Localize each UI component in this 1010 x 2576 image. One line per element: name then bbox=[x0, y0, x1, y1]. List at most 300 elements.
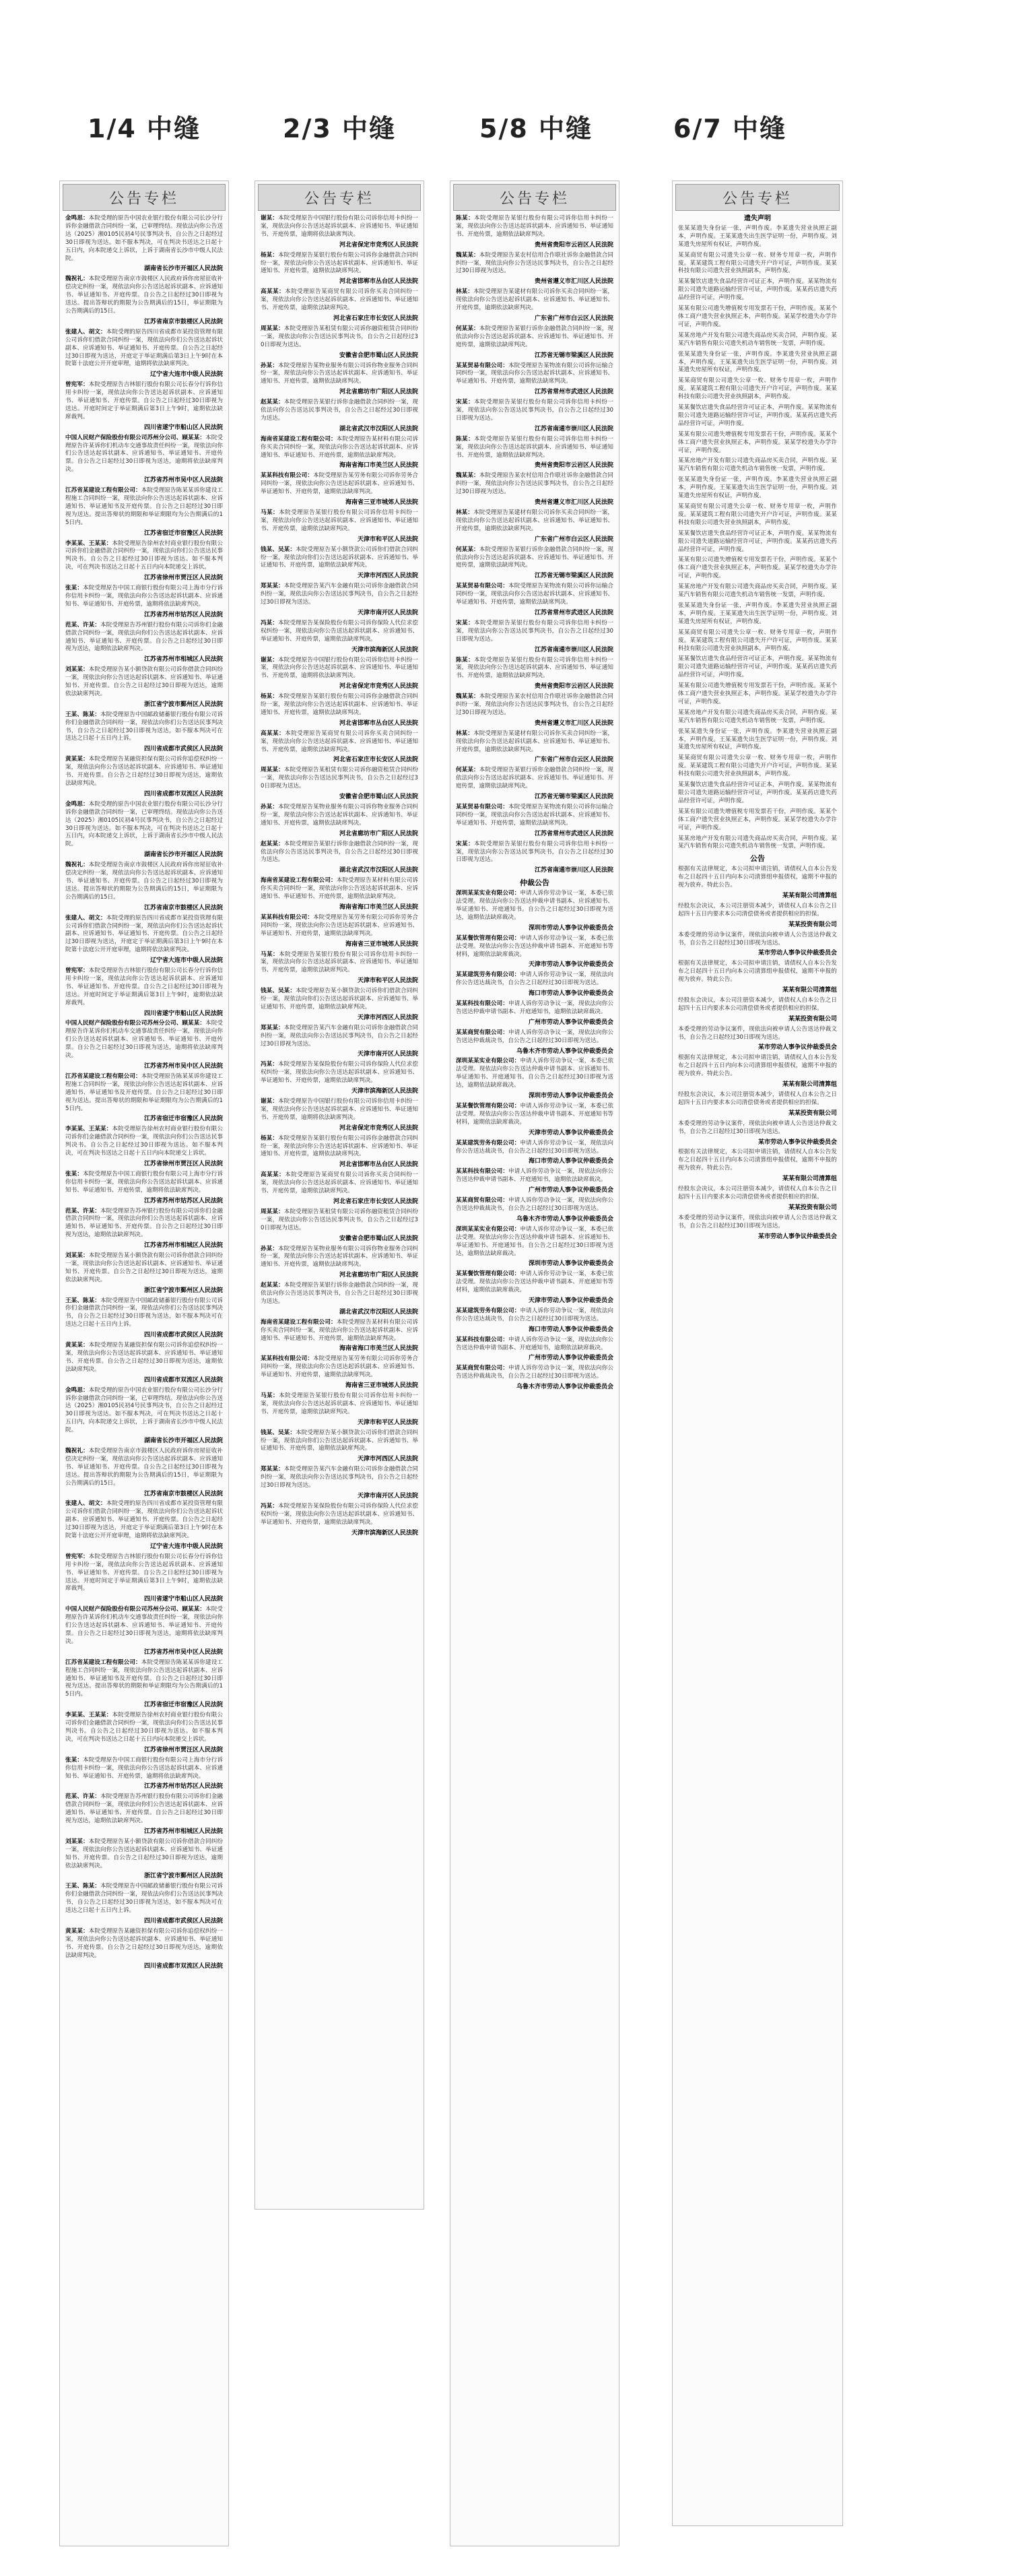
notice-text: 经股东会决议，本公司注册资本减少，请债权人自本公告之日起四十五日内要求本公司清偿债务或者提供相应的担保。 bbox=[678, 902, 837, 917]
notice-party: 何某某： bbox=[456, 546, 479, 553]
notice-text: 本院受理原告某小额贷款有限公司诉你借款合同纠纷一案，现依法向你公告送达起诉状副本、应诉通知书、举证通知书、开庭传票。自公告之日起经过30日即视为送达，逾期依法缺席判决。 bbox=[65, 1838, 223, 1869]
notice-party: 中国人民财产保险股份有限公司苏州分公司、顾某某： bbox=[65, 1020, 206, 1027]
notice-text: 本院受理原告某物业服务有限公司诉你物业服务合同纠纷一案，现依法向你公告送达起诉状副本、应诉通知书、举证通知书、开庭传票，逾期依法缺席判决。 bbox=[261, 804, 418, 827]
notice-text: 张某某遗失身份证一张，声明作废。李某遗失营业执照正副本，声明作废。王某某遗失出生医学证明一份，声明作废。刘某遗失房屋所有权证，声明作废。 bbox=[678, 602, 837, 625]
notice-issuer: 河北省廊坊市广阳区人民法院 bbox=[339, 1272, 418, 1279]
notice-item bbox=[678, 332, 837, 348]
notice-issuer: 海口市劳动人事争议仲裁委员会 bbox=[528, 990, 613, 998]
notice-item bbox=[678, 903, 837, 919]
notice-text: 本院受理原告南京市鼓楼区人民政府诉你房屋征收补偿决定纠纷一案，现依法向你公告送达起诉状副本、应诉通知书、举证通知书、开庭传票。自公告之日起经过30日即视为送达。提出答辩状的期限为公告期满后的15日，举证期限为公告期满后的15日。 bbox=[65, 862, 223, 901]
notice-party: 马某： bbox=[261, 951, 279, 958]
notice-item bbox=[65, 1073, 223, 1114]
notice-text: 本院受理原告某银行诉你金融借款合同纠纷一案，现依法向你公告送达民事判决书，自公告之日起经过30日即视为送达。 bbox=[261, 399, 418, 422]
notice-issuer: 江苏省常州市武进区人民法院 bbox=[534, 830, 613, 837]
notice-item bbox=[65, 622, 223, 654]
notice-item bbox=[678, 655, 837, 680]
notice-issuer: 某某有限公司清算组 bbox=[782, 1081, 837, 1089]
notice-issuer: 河北省保定市竞秀区人民法院 bbox=[339, 1124, 418, 1132]
notice-item bbox=[261, 399, 418, 423]
notice-item bbox=[65, 967, 223, 1008]
column-label-1: 1/4 中缝 bbox=[88, 114, 201, 143]
notice-text: 某某商贸有限公司遗失公章一枚、财务专用章一枚，声明作废。某某建筑工程有限公司遗失开户许可证，声明作废。某某科技有限公司遗失营业执照副本，声明作废。 bbox=[678, 377, 837, 401]
notice-item bbox=[678, 404, 837, 428]
notice-party: 深圳某某实业有限公司： bbox=[456, 890, 520, 897]
notice-party: 魏某某： bbox=[456, 693, 479, 701]
notice-party: 某某餐饮管理有限公司： bbox=[456, 1270, 520, 1278]
notice-text: 本院受理原告某物流有限公司诉你运输合同纠纷一案，现依法向你公告送达起诉状副本、应诉通知书、举证通知书、开庭传票，逾期依法缺席判决。 bbox=[456, 362, 613, 385]
notice-text: 本院受理原告某保险股份有限公司诉你保险人代位求偿权纠纷一案，现依法向你公告送达起诉状副本、应诉通知书、举证通知书、开庭传票，逾期依法缺席判决。 bbox=[261, 619, 418, 643]
notice-sheet-1 bbox=[59, 181, 229, 2546]
notice-party: 郑某某： bbox=[261, 1024, 284, 1031]
notice-text: 本院受理的原告中国农业银行股份有限公司长沙分行诉你金融借款合同纠纷一案，已审理终结。现依法向你公告送达（2025）湘0105民初4号民事判决书，自公告之日起经过30日即视为送达。如不服本判决，可在判决书送达之日起十五日内，向本院递交上诉状，上诉于湖南省长沙市中级人民法院。 bbox=[65, 1386, 223, 1434]
notice-issuer: 天津市河西区人民法院 bbox=[357, 1014, 418, 1021]
notice-item bbox=[261, 325, 418, 350]
notice-issuer: 贵州省贵阳市云岩区人民法院 bbox=[534, 683, 613, 690]
notice-issuer: 浙江省宁波市鄞州区人民法院 bbox=[143, 1287, 223, 1294]
notice-text: 本院受理原告某租赁有限公司诉你融资租赁合同纠纷一案，现依法向你公告送达民事判决书，自公告之日起经过30日即视为送达。 bbox=[261, 767, 418, 790]
notice-issuer: 四川省遂宁市船山区人民法院 bbox=[143, 1596, 223, 1603]
notice-item bbox=[456, 1308, 613, 1324]
notice-issuer: 安徽省合肥市蜀山区人民法院 bbox=[339, 1235, 418, 1242]
notice-party: 孙某： bbox=[261, 804, 279, 810]
notice-issuer: 江苏省苏州市相城区人民法院 bbox=[143, 1828, 223, 1835]
notice-item bbox=[456, 890, 613, 922]
notice-issuer: 江苏省南通市崇川区人民法院 bbox=[534, 425, 613, 432]
notice-item bbox=[65, 1171, 223, 1195]
notice-item bbox=[65, 666, 223, 699]
notice-party: 冯某： bbox=[261, 1061, 279, 1068]
notice-text: 本院受理原告某汽车金融有限公司诉你金融借款合同纠纷一案，现依法向你公告送达民事判决书，自公告之日起经过30日即视为送达。 bbox=[261, 583, 418, 606]
notice-party: 张某： bbox=[65, 1170, 83, 1178]
notice-item bbox=[261, 1503, 418, 1527]
notice-text: 本院受理原告某租赁有限公司诉你融资租赁合同纠纷一案，现依法向你公告送达民事判决书，自公告之日起经过30日即视为送达。 bbox=[261, 325, 418, 348]
notice-text: 本院受理原告某银行股份有限公司诉你信用卡纠纷一案，现依法向你公告送达民事判决书，自公告之日起经过30日即视为送达。 bbox=[456, 399, 613, 422]
notice-issuer: 辽宁省大连市中级人民法院 bbox=[149, 1543, 223, 1550]
notice-text: 本院受理的原告四川省成都市某投资管理有限公司诉你们借款合同纠纷一案，现依法向你们公告送达起诉状副本、应诉通知书、举证通知书、开庭传票。自公告之日起经过30日即视为送达，开庭定于举证期满后第3日上午9时在本院第十法庭公开开庭审理，逾期将依法缺席判决。 bbox=[65, 328, 223, 368]
sheet-header: 公告专栏 bbox=[453, 184, 616, 211]
notice-issuer: 贵州省遵义市汇川区人民法院 bbox=[534, 719, 613, 727]
notice-item bbox=[456, 1168, 613, 1184]
notice-party: 江苏省某建设工程有限公司： bbox=[65, 1659, 141, 1666]
notice-text: 本院受理的原告中国农业银行股份有限公司长沙分行诉你金融借款合同纠纷一案，已审理终结。现依法向你公告送达（2025）湘0105民初4号民事判决书，自公告之日起经过30日即视为送达。如不服本判决，可在判决书送达之日起十五日内，向本院递交上诉状，上诉于湖南省长沙市中级人民法院。 bbox=[65, 800, 223, 848]
notice-text: 张某某遗失身份证一张，声明作废。李某遗失营业执照正副本，声明作废。王某某遗失出生医学证明一份，声明作废。刘某遗失房屋所有权证，声明作废。 bbox=[678, 476, 837, 500]
notice-item bbox=[65, 215, 223, 263]
notice-item bbox=[456, 215, 613, 239]
notice-party: 何某某： bbox=[456, 767, 479, 774]
sheet-body bbox=[673, 215, 842, 1246]
notice-item bbox=[456, 620, 613, 644]
notice-issuer: 贵州省贵阳市云岩区人民法院 bbox=[534, 462, 613, 470]
notice-party: 高某某： bbox=[261, 1171, 285, 1179]
notice-item bbox=[65, 1297, 223, 1330]
notice-item bbox=[456, 1365, 613, 1381]
notice-sheet-2 bbox=[255, 181, 424, 2210]
notice-issuer: 某市劳动人事争议仲裁委员会 bbox=[758, 1138, 837, 1146]
notice-item bbox=[678, 530, 837, 554]
notice-issuer: 四川省成都市双流区人民法院 bbox=[143, 1376, 223, 1384]
notice-item bbox=[678, 1026, 837, 1042]
notice-issuer: 天津市南开区人民法院 bbox=[357, 1051, 418, 1058]
notice-text: 本委受理的劳动争议案件，现依法向被申请人公告送达仲裁文书，自公告之日起经过30日即视为送达。 bbox=[678, 1120, 837, 1135]
notice-item bbox=[65, 276, 223, 316]
notice-issuer: 湖南省长沙市开福区人民法院 bbox=[143, 851, 223, 859]
notice-issuer: 深圳市劳动人事争议仲裁委员会 bbox=[528, 1093, 613, 1100]
notice-party: 某某科技有限公司： bbox=[261, 1355, 314, 1363]
notice-item bbox=[678, 431, 837, 455]
notice-item bbox=[65, 329, 223, 369]
notice-issuer: 四川省遂宁市船山区人民法院 bbox=[143, 424, 223, 431]
notice-item bbox=[456, 1197, 613, 1213]
notice-item bbox=[678, 709, 837, 726]
notice-text: 本院受理原告某物流有限公司诉你运输合同纠纷一案，现依法向你公告送达起诉状副本、应诉通知书、举证通知书、开庭传票，逾期依法缺席判决。 bbox=[456, 583, 613, 606]
notice-text: 本院受理原告某物业服务有限公司诉你物业服务合同纠纷一案，现依法向你公告送达起诉状副本、应诉通知书、举证通知书、开庭传票，逾期依法缺席判决。 bbox=[261, 362, 418, 385]
notice-item bbox=[456, 1058, 613, 1090]
sheet-body bbox=[60, 215, 228, 1975]
notice-item bbox=[678, 583, 837, 600]
notice-item bbox=[261, 877, 418, 901]
notice-issuer: 天津市南开区人民法院 bbox=[357, 1492, 418, 1500]
notice-party: 马某： bbox=[261, 1392, 279, 1399]
notice-text: 某某商贸有限公司遗失公章一枚、财务专用章一枚，声明作废。某某建筑工程有限公司遗失开户许可证，声明作废。某某科技有限公司遗失营业执照副本，声明作废。 bbox=[678, 251, 837, 275]
notice-party: 张某： bbox=[65, 585, 83, 592]
notice-item bbox=[456, 546, 613, 571]
notice-issuer: 辽宁省大连市中级人民法院 bbox=[149, 957, 223, 965]
notice-issuer: 江苏省苏州市相城区人民法院 bbox=[143, 1242, 223, 1250]
section-title: 遗失声明 bbox=[744, 215, 771, 222]
notice-party: 孙某： bbox=[261, 362, 279, 369]
notice-party: 周某某： bbox=[261, 325, 284, 332]
notice-text: 本院受理原告某物业服务有限公司诉你物业服务合同纠纷一案，现依法向你公告送达起诉状副本、应诉通知书、举证通知书、开庭传票，逾期依法缺席判决。 bbox=[261, 1245, 418, 1268]
notice-text: 本院受理原告中国工商银行股份有限公司上海市分行诉你信用卡纠纷一案，现依法向你公告送达起诉状副本、应诉通知书、举证通知书、开庭传票，逾期将依法缺席判决。 bbox=[65, 1170, 223, 1194]
notice-issuer: 海口市劳动人事争议仲裁委员会 bbox=[528, 1326, 613, 1333]
notice-text: 本院受理原告某建材有限公司诉你买卖合同纠纷一案，现依法向你公告送达起诉状副本、应诉通知书、举证通知书、开庭传票，逾期依法缺席判决。 bbox=[456, 509, 613, 532]
notice-party: 刘某某： bbox=[65, 1252, 89, 1260]
notice-text: 经股东会决议，本公司注册资本减少，请债权人自本公告之日起四十五日内要求本公司清偿债务或者提供相应的担保。 bbox=[678, 996, 837, 1012]
notice-issuer: 贵州省贵阳市云岩区人民法院 bbox=[534, 241, 613, 249]
notice-issuer: 某某有限公司清算组 bbox=[782, 987, 837, 994]
notice-item bbox=[65, 1553, 223, 1594]
notice-party: 李某某、王某某： bbox=[65, 1712, 112, 1719]
notice-party: 宋某： bbox=[456, 399, 475, 406]
notice-party: 杨某： bbox=[261, 1134, 279, 1142]
notice-item bbox=[456, 1029, 613, 1045]
notice-text: 申请人诉你劳动争议一案，本委已依法受理。现依法向你公告送达仲裁申请书副本、应诉通知书、举证通知书、开庭通知书。自公告之日起经过30日即视为送达，逾期依法缺席裁决。 bbox=[456, 890, 613, 921]
notice-issuer: 湖北省武汉市汉阳区人民法院 bbox=[339, 1308, 418, 1316]
notice-issuer: 海口市劳动人事争议仲裁委员会 bbox=[528, 1158, 613, 1165]
notice-text: 申请人诉你劳动争议一案，本委已依法受理。现依法向你公告送达仲裁申请书副本、应诉通知书、举证通知书、开庭通知书。自公告之日起经过30日即视为送达，逾期依法缺席裁决。 bbox=[456, 1225, 613, 1257]
notice-party: 某某科技有限公司： bbox=[456, 1168, 509, 1176]
notice-text: 本院受理原告某银行诉你金融借款合同纠纷一案，现依法向你公告送达民事判决书，自公告之日起经过30日即视为送达。 bbox=[261, 1282, 418, 1305]
notice-party: 马某： bbox=[261, 509, 279, 516]
notice-item bbox=[261, 288, 418, 313]
notice-party: 中国人民财产保险股份有限公司苏州分公司、顾某某： bbox=[65, 1606, 206, 1613]
notice-issuer: 江苏省无锡市梁溪区人民法院 bbox=[534, 573, 613, 580]
notice-item bbox=[65, 801, 223, 849]
notice-issuer: 海南省三亚市城郊人民法院 bbox=[345, 499, 418, 507]
notice-item bbox=[261, 252, 418, 276]
notice-text: 本院受理原告某银行股份有限公司诉你金融借款合同纠纷一案，现依法向你公告送达起诉状副本、应诉通知书、举证通知书、开庭传票，逾期依法缺席判决。 bbox=[261, 251, 418, 275]
notice-text: 本院受理原告某银行股份有限公司诉你信用卡纠纷一案，现依法向你公告送达民事判决书，自公告之日起经过30日即视为送达。 bbox=[456, 840, 613, 864]
notice-party: 陈某： bbox=[456, 656, 475, 664]
notice-text: 本院受理原告中国邮政储蓄银行股份有限公司诉你们金融借款合同纠纷一案，现依法向你们公告送达民事判决书，自公告之日起经过30日即视为送达，如不服本判决可在送达之日起十五日内上诉。 bbox=[65, 711, 223, 742]
notice-item bbox=[456, 252, 613, 276]
notice-party: 曾宪军： bbox=[65, 1553, 89, 1560]
notice-item bbox=[678, 835, 837, 851]
notice-party: 魏祝礼： bbox=[65, 1447, 89, 1454]
notice-party: 张某： bbox=[65, 1756, 83, 1764]
notice-issuer: 河北省保定市竞秀区人民法院 bbox=[339, 683, 418, 690]
notice-party: 孙某： bbox=[261, 1245, 279, 1252]
notice-issuer: 江苏省南通市崇川区人民法院 bbox=[534, 867, 613, 874]
notice-item bbox=[261, 804, 418, 828]
notice-item bbox=[65, 862, 223, 902]
notice-text: 本院受理原告中国银行股份有限公司诉你信用卡纠纷一案，现依法向你公告送达起诉状副本、应诉通知书、举证通知书、开庭传票，逾期将依法缺席判决。 bbox=[261, 215, 418, 238]
notice-issuer: 天津市滨海新区人民法院 bbox=[351, 1529, 418, 1537]
notice-item bbox=[456, 583, 613, 607]
notice-text: 本院受理原告某汽车金融有限公司诉你金融借款合同纠纷一案，现依法向你公告送达民事判决书，自公告之日起经过30日即视为送达。 bbox=[261, 1466, 418, 1489]
notice-issuer: 广州市劳动人事争议仲裁委员会 bbox=[528, 1019, 613, 1026]
notice-text: 申请人诉你劳动争议一案，现依法向你公告送达仲裁裁决书，自公告之日起经过30日即视为送达。 bbox=[456, 1197, 613, 1212]
notice-item bbox=[456, 767, 613, 791]
notice-party: 某某建筑劳务有限公司： bbox=[456, 971, 520, 979]
notice-text: 根据有关法律规定，本公司拟申请注销，请债权人自本公告发布之日起四十五日内向本公司清算组申报债权，逾期不申报的视为放弃。特此公告。 bbox=[678, 960, 837, 984]
notice-issuer: 江苏省无锡市梁溪区人民法院 bbox=[534, 794, 613, 801]
notice-item bbox=[261, 509, 418, 534]
sheet-header: 公告专栏 bbox=[675, 184, 840, 211]
notice-item bbox=[261, 730, 418, 754]
notice-issuer: 江苏省南京市鼓楼区人民法院 bbox=[143, 318, 223, 325]
notice-party: 林某： bbox=[456, 288, 474, 296]
notice-text: 申请人诉你劳动争议一案，现依法向你公告送达裁决书，自公告之日起经过30日即视为送达。 bbox=[456, 1139, 613, 1155]
notice-text: 申请人诉你劳动争议一案，本委已依法受理。现依法向你公告送达仲裁申请书副本、开庭通知书等材料，逾期依法缺席裁决。 bbox=[456, 934, 613, 958]
notice-party: 黄某某： bbox=[65, 1342, 89, 1349]
notice-party: 谢某： bbox=[261, 656, 279, 664]
notice-issuer: 天津市和平区人民法院 bbox=[357, 977, 418, 985]
notice-party: 张建人、胡文： bbox=[65, 328, 106, 335]
notice-item bbox=[678, 866, 837, 890]
notice-text: 本委受理的劳动争议案件，现依法向被申请人公告送达仲裁文书，自公告之日起经过30日即视为送达。 bbox=[678, 931, 837, 946]
notice-item bbox=[65, 1757, 223, 1781]
notice-item bbox=[261, 1025, 418, 1049]
notice-issuer: 江苏省苏州市相城区人民法院 bbox=[143, 656, 223, 664]
notice-item bbox=[456, 1226, 613, 1258]
notice-item bbox=[65, 915, 223, 955]
notice-party: 郑某某： bbox=[261, 1466, 284, 1473]
sheet-header: 公告专栏 bbox=[258, 184, 421, 211]
notice-text: 某某房地产开发有限公司遗失商品房买卖合同，声明作废。某某汽车销售有限公司遗失机动车销售统一发票，声明作废。 bbox=[678, 583, 837, 599]
column-label-3: 5/8 中缝 bbox=[479, 114, 593, 143]
notice-text: 某某有限公司遗失增值税专用发票若干份，声明作废。某某个体工商户遗失营业执照正本，声明作废。某某学校遗失办学许可证，声明作废。 bbox=[678, 430, 837, 454]
sheet-body bbox=[255, 215, 424, 1543]
notice-text: 本院受理原告某劳务有限公司诉你劳务合同纠纷一案，现依法向你公告送达起诉状副本、应诉通知书、举证通知书、开庭传票，逾期依法缺席判决。 bbox=[261, 913, 418, 937]
notice-item bbox=[65, 711, 223, 744]
notice-text: 本院受理原告某商贸有限公司诉你买卖合同纠纷一案，现依法向你公告送达起诉状副本、应诉通知书、举证通知书、开庭传票，逾期依法缺席判决。 bbox=[261, 288, 418, 312]
notice-text: 本院受理原告陈某某诉你建设工程施工合同纠纷一案，现依法向你公告送达起诉状副本、应诉通知书、举证通知书及开庭传票。自公告之日起经过30日即视为送达。提出答辩状的期限和举证期限均为公告期满后的15日内。 bbox=[65, 1659, 223, 1698]
notice-text: 某某商贸有限公司遗失公章一枚、财务专用章一枚，声明作废。某某建筑工程有限公司遗失开户许可证，声明作废。某某科技有限公司遗失营业执照副本，声明作废。 bbox=[678, 503, 837, 526]
notice-text: 本院受理原告某农村信用合作联社诉你金融借款合同纠纷一案，现依法向你公告送达民事判决书，自公告之日起经过30日即视为送达。 bbox=[456, 472, 613, 496]
notice-sheet-3 bbox=[450, 181, 619, 2546]
notice-text: 本院受理原告吉林银行股份有限公司长春分行诉你信用卡纠纷一案，现依法向你公告送达起诉状副本、应诉通知书、举证通知书、开庭传票。自公告之日起经过30日即视为送达。开庭时间定于举证期满后第3日上午9时，逾期依法缺席裁判。 bbox=[65, 967, 223, 1006]
notice-issuer: 河北省保定市竞秀区人民法院 bbox=[339, 241, 418, 249]
notice-item bbox=[261, 988, 418, 1012]
notice-party: 冯某： bbox=[261, 1502, 279, 1510]
notice-issuer: 江苏省南京市鼓楼区人民法院 bbox=[143, 1490, 223, 1498]
notice-item bbox=[678, 351, 837, 375]
notice-text: 本院受理原告吉林银行股份有限公司长春分行诉你信用卡纠纷一案，现依法向你公告送达起诉状副本、应诉通知书、举证通知书、开庭传票。自公告之日起经过30日即视为送达。开庭时间定于举证期满后第3日上午9时，逾期依法缺席裁判。 bbox=[65, 1553, 223, 1592]
notice-text: 本院受理原告某小额贷款公司诉你们借款合同纠纷一案，现依法向你们公告送达起诉状副本、应诉通知书、举证通知书、开庭传票，逾期依法缺席判决。 bbox=[261, 546, 418, 569]
notice-item bbox=[65, 1387, 223, 1435]
notice-text: 某某商贸有限公司遗失公章一枚、财务专用章一枚，声明作废。某某建筑工程有限公司遗失开户许可证，声明作废。某某科技有限公司遗失营业执照副本，声明作废。 bbox=[678, 754, 837, 778]
notice-text: 某某餐饮店遗失食品经营许可证正本，声明作废。某某物流有限公司遗失道路运输经营许可证，声明作废。某某药店遗失药品经营许可证，声明作废。 bbox=[678, 404, 837, 427]
notice-issuer: 乌鲁木齐市劳动人事争议仲裁委员会 bbox=[516, 1048, 613, 1055]
notice-text: 申请人诉你劳动争议一案，现依法向你公告送达仲裁裁决书，自公告之日起经过30日即视为送达。 bbox=[456, 1365, 613, 1380]
notice-party: 冯某： bbox=[261, 619, 279, 626]
column-label-4: 6/7 中缝 bbox=[673, 114, 786, 143]
notice-item bbox=[456, 730, 613, 754]
notice-issuer: 天津市劳动人事争议仲裁委员会 bbox=[528, 961, 613, 969]
notice-item bbox=[678, 808, 837, 833]
notice-issuer: 乌鲁木齐市劳动人事争议仲裁委员会 bbox=[516, 1215, 613, 1223]
notice-item bbox=[65, 381, 223, 422]
notice-party: 赵某某： bbox=[261, 1282, 284, 1289]
notice-item bbox=[456, 399, 613, 423]
notice-text: 根据有关法律规定，本公司拟申请注销，请债权人自本公告发布之日起四十五日内向本公司清算组申报债权，逾期不申报的视为放弃。特此公告。 bbox=[678, 1054, 837, 1078]
notice-text: 本院受理原告中国银行股份有限公司诉你信用卡纠纷一案，现依法向你公告送达起诉状副本、应诉通知书、举证通知书、开庭传票，逾期将依法缺席判决。 bbox=[261, 656, 418, 680]
notice-issuer: 江苏省南京市鼓楼区人民法院 bbox=[143, 904, 223, 911]
notice-issuer: 贵州省遵义市汇川区人民法院 bbox=[534, 499, 613, 507]
notice-issuer: 某某有限公司清算组 bbox=[782, 892, 837, 899]
notice-issuer: 江苏省徐州市贾汪区人民法院 bbox=[143, 575, 223, 582]
notice-text: 本院受理的原告四川省成都市某投资管理有限公司诉你们借款合同纠纷一案，现依法向你们公告送达起诉状副本、应诉通知书、举证通知书、开庭传票。自公告之日起经过30日即视为送达，开庭定于举证期满后第3日上午9时在本院第十法庭公开开庭审理，逾期将依法缺席判决。 bbox=[65, 1500, 223, 1540]
notice-text: 某某房地产开发有限公司遗失商品房买卖合同，声明作废。某某汽车销售有限公司遗失机动车销售统一发票，声明作废。 bbox=[678, 457, 837, 473]
notice-party: 周某某： bbox=[261, 1208, 284, 1215]
notice-party: 某某餐饮管理有限公司： bbox=[456, 934, 520, 942]
notice-party: 某某科技有限公司： bbox=[261, 472, 314, 480]
notice-party: 某某科技有限公司： bbox=[456, 1336, 509, 1343]
notice-party: 江苏省某建设工程有限公司： bbox=[65, 1072, 141, 1080]
notice-party: 魏祝礼： bbox=[65, 862, 89, 869]
notice-item bbox=[261, 215, 418, 239]
notice-item bbox=[261, 436, 418, 460]
notice-item bbox=[456, 935, 613, 959]
notice-item bbox=[65, 487, 223, 527]
notice-text: 某某房地产开发有限公司遗失商品房买卖合同，声明作废。某某汽车销售有限公司遗失机动车销售统一发票，声明作废。 bbox=[678, 331, 837, 347]
notice-issuer: 海南省三亚市城郊人民法院 bbox=[345, 940, 418, 948]
notice-party: 某某商贸有限公司： bbox=[456, 1365, 509, 1372]
notice-party: 中国人民财产保险股份有限公司苏州分公司、顾某某： bbox=[65, 434, 206, 441]
notice-issuer: 天津市滨海新区人民法院 bbox=[351, 1088, 418, 1095]
notice-text: 申请人诉你劳动争议一案，现依法向你公告送达裁决书，自公告之日起经过30日即视为送达。 bbox=[456, 1307, 613, 1322]
notice-item bbox=[261, 1061, 418, 1085]
notice-party: 曾宪军： bbox=[65, 967, 89, 975]
notice-issuer: 天津市劳动人事争议仲裁委员会 bbox=[528, 1129, 613, 1136]
notice-text: 本院受理原告某租赁有限公司诉你融资租赁合同纠纷一案，现依法向你公告送达民事判决书，自公告之日起经过30日即视为送达。 bbox=[261, 1208, 418, 1231]
notice-item bbox=[65, 1500, 223, 1541]
notice-issuer: 河北省廊坊市广阳区人民法院 bbox=[339, 389, 418, 396]
notice-party: 王某、陈某： bbox=[65, 711, 101, 718]
notice-item bbox=[261, 1319, 418, 1343]
notice-party: 张建人、胡文： bbox=[65, 914, 106, 922]
notice-item bbox=[261, 1466, 418, 1490]
notice-party: 高某某： bbox=[261, 730, 285, 737]
notice-item bbox=[678, 754, 837, 779]
notice-text: 本院受理原告苏州银行股份有限公司诉你们金融借款合同纠纷一案，现依法向你们公告送达起诉状副本、应诉通知书、举证通知书、开庭传票。自公告之日起经过30日即视为送达，逾期依法缺席判决。 bbox=[65, 1793, 223, 1825]
notice-issuer: 河北省石家庄市长安区人民法院 bbox=[333, 756, 418, 764]
notice-item bbox=[678, 1120, 837, 1136]
notice-text: 本院受理原告某银行股份有限公司诉你信用卡纠纷一案，现依法向你公告送达民事判决书，自公告之日起经过30日即视为送达。 bbox=[456, 619, 613, 643]
notice-issuer: 深圳市劳动人事争议仲裁委员会 bbox=[528, 924, 613, 932]
notice-issuer: 海南省海口市美兰区人民法院 bbox=[339, 462, 418, 470]
notice-issuer: 江苏省苏州市吴中区人民法院 bbox=[143, 477, 223, 484]
notice-issuer: 某某投资有限公司 bbox=[788, 1204, 837, 1211]
notice-text: 本院受理原告中国邮政储蓄银行股份有限公司诉你们金融借款合同纠纷一案，现依法向你们公告送达民事判决书，自公告之日起经过30日即视为送达，如不服本判决可在送达之日起十五日内上诉。 bbox=[65, 1883, 223, 1914]
notice-party: 刘某某： bbox=[65, 666, 89, 674]
notice-text: 本院受理原告某保险股份有限公司诉你保险人代位求偿权纠纷一案，现依法向你公告送达起诉状副本、应诉通知书、举证通知书、开庭传票，逾期依法缺席判决。 bbox=[261, 1061, 418, 1085]
notice-text: 申请人诉你劳动争议一案，本委已依法受理。现依法向你公告送达仲裁申请书副本、开庭通知书等材料，逾期依法缺席裁决。 bbox=[456, 1103, 613, 1126]
notice-text: 本院受理原告某银行诉你金融借款合同纠纷一案，现依法向你公告送达民事判决书，自公告之日起经过30日即视为送达。 bbox=[261, 840, 418, 864]
notice-text: 本院受理原告某物流有限公司诉你运输合同纠纷一案，现依法向你公告送达起诉状副本、应诉通知书、举证通知书、开庭传票，逾期依法缺席判决。 bbox=[456, 804, 613, 827]
notice-item bbox=[261, 620, 418, 644]
notice-text: 本院受理原告徐州农村商业银行股份有限公司诉你们金融借款合同纠纷一案，现依法向你们公告送达民事判决书。自公告之日起经过30日即视为送达。如不服本判决，可在判决书送达之日起十五日内向本院递交上诉状。 bbox=[65, 1712, 223, 1743]
notice-party: 某某贸易有限公司： bbox=[456, 362, 509, 369]
notice-text: 本院受理原告某保险股份有限公司诉你保险人代位求偿权纠纷一案，现依法向你公告送达起诉状副本、应诉通知书、举证通知书、开庭传票，逾期依法缺席判决。 bbox=[261, 1502, 418, 1526]
notice-text: 本院受理原告某银行股份有限公司诉你金融借款合同纠纷一案，现依法向你公告送达起诉状副本、应诉通知书、举证通知书、开庭传票，逾期依法缺席判决。 bbox=[261, 693, 418, 716]
notice-item bbox=[678, 225, 837, 249]
notice-party: 某某建筑劳务有限公司： bbox=[456, 1307, 520, 1314]
notice-party: 张建人、胡文： bbox=[65, 1500, 106, 1508]
notice-text: 本院受理原告徐州农村商业银行股份有限公司诉你们金融借款合同纠纷一案，现依法向你们公告送达民事判决书。自公告之日起经过30日即视为送达。如不服本判决，可在判决书送达之日起十五日内向本院递交上诉状。 bbox=[65, 540, 223, 571]
notice-issuer: 江苏省徐州市贾汪区人民法院 bbox=[143, 1160, 223, 1167]
notice-issuer: 某市劳动人事争议仲裁委员会 bbox=[758, 1044, 837, 1052]
notice-text: 本院受理原告徐州农村商业银行股份有限公司诉你们金融借款合同纠纷一案，现依法向你们公告送达民事判决书。自公告之日起经过30日即视为送达。如不服本判决，可在判决书送达之日起十五日内向本院递交上诉状。 bbox=[65, 1126, 223, 1157]
notice-issuer: 江苏省苏州市吴中区人民法院 bbox=[143, 1648, 223, 1656]
notice-item bbox=[261, 1392, 418, 1417]
notice-issuer: 广东省广州市白云区人民法院 bbox=[534, 756, 613, 764]
notice-issuer: 河北省邯郸市丛台区人民法院 bbox=[339, 278, 418, 286]
notice-item bbox=[261, 1209, 418, 1233]
notice-text: 申请人诉你劳动争议一案，现依法向你公告送达裁决书，自公告之日起经过30日即视为送达。 bbox=[456, 971, 613, 987]
notice-item bbox=[261, 1135, 418, 1159]
notice-text: 本院受理原告某小额贷款公司诉你们借款合同纠纷一案，现依法向你们公告送达起诉状副本、应诉通知书、举证通知书、开庭传票，逾期依法缺席判决。 bbox=[261, 1429, 418, 1452]
notice-issuer: 四川省成都市武侯区人民法院 bbox=[143, 746, 223, 753]
notice-item bbox=[678, 932, 837, 948]
notice-text: 申请人诉你劳动争议一案，现依法向你公告送达仲裁申请书副本、开庭通知书，逾期依法缺席裁决。 bbox=[456, 1168, 613, 1184]
notice-text: 本院受理原告某劳务有限公司诉你劳务合同纠纷一案，现依法向你公告送达起诉状副本、应诉通知书、举证通知书、开庭传票，逾期依法缺席判决。 bbox=[261, 1355, 418, 1379]
notice-party: 钱某、吴某： bbox=[261, 1429, 296, 1436]
notice-party: 海南省某建设工程有限公司： bbox=[261, 877, 337, 884]
notice-item bbox=[456, 693, 613, 717]
notice-issuer: 浙江省宁波市鄞州区人民法院 bbox=[143, 701, 223, 708]
notice-item bbox=[456, 971, 613, 988]
notice-party: 范某、许某： bbox=[65, 621, 101, 629]
notice-item bbox=[678, 997, 837, 1013]
notice-item bbox=[678, 1054, 837, 1078]
notice-issuer: 江苏省宿迁市宿豫区人民法院 bbox=[143, 1116, 223, 1123]
notice-issuer: 天津市劳动人事争议仲裁委员会 bbox=[528, 1297, 613, 1305]
notice-issuer: 河北省邯郸市丛台区人民法院 bbox=[339, 1161, 418, 1169]
notice-issuer: 江苏省南通市崇川区人民法院 bbox=[534, 646, 613, 653]
notice-item bbox=[678, 476, 837, 501]
notice-item bbox=[456, 436, 613, 460]
notice-issuer: 四川省成都市武侯区人民法院 bbox=[143, 1332, 223, 1339]
notice-party: 某某建筑劳务有限公司： bbox=[456, 1139, 520, 1147]
notice-issuer: 贵州省遵义市汇川区人民法院 bbox=[534, 278, 613, 286]
notice-item bbox=[678, 377, 837, 401]
notice-party: 某某科技有限公司： bbox=[456, 1000, 509, 1008]
notice-text: 本院受理原告陈某某诉你建设工程施工合同纠纷一案，现依法向你公告送达起诉状副本、应诉通知书、举证通知书及开庭传票。自公告之日起经过30日即视为送达。提出答辩状的期限和举证期限均为公告期满后的15日内。 bbox=[65, 487, 223, 526]
notice-issuer: 浙江省宁波市鄞州区人民法院 bbox=[143, 1873, 223, 1880]
notice-text: 本院受理原告中国工商银行股份有限公司上海市分行诉你信用卡纠纷一案，现依法向你公告送达起诉状副本、应诉通知书、举证通知书、开庭传票，逾期将依法缺席判决。 bbox=[65, 585, 223, 608]
